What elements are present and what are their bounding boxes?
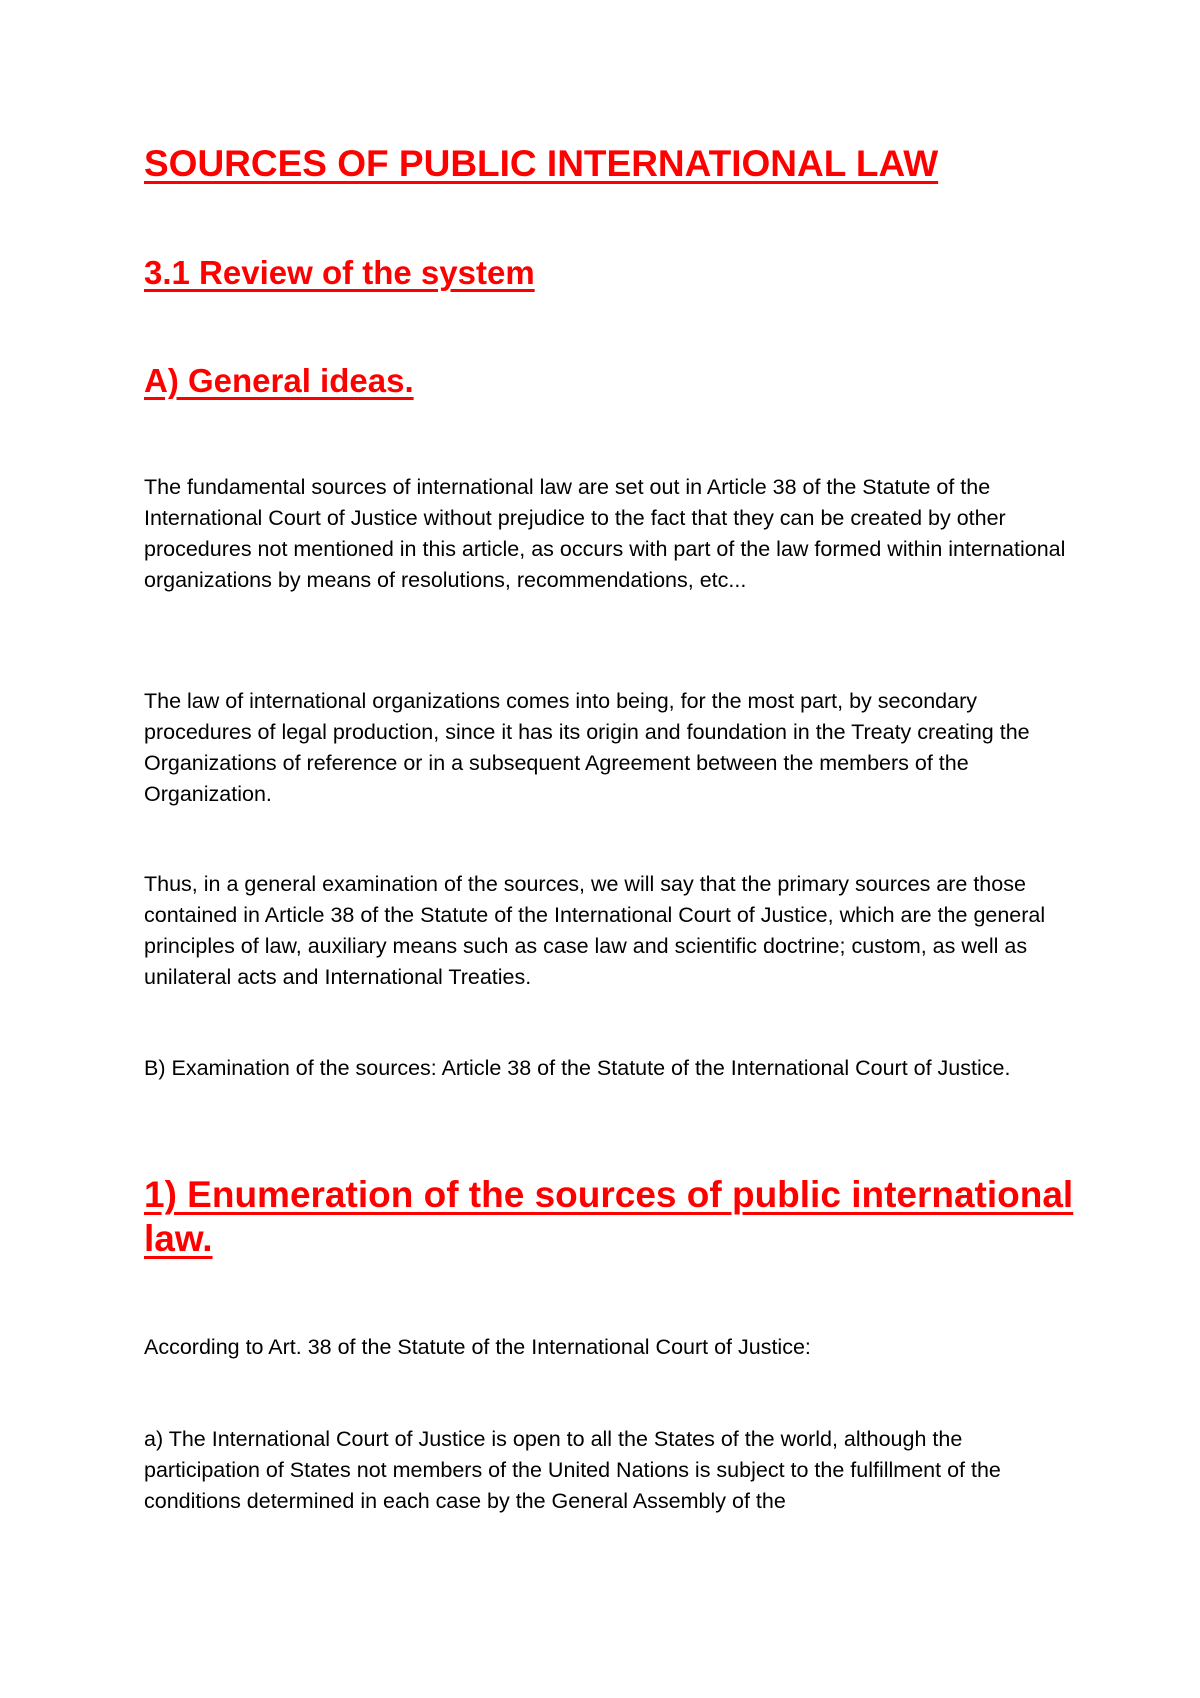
- paragraph: According to Art. 38 of the Statute of the International Court of Justice:: [144, 1335, 811, 1359]
- paragraph: Thus, in a general examination of the sources, we will say that the primary sources are those contained in Article 38 of the Statute of the International Court of Justice, which are the general principles of law, auxiliary means such as case law and scientific doctrine; custom, as well as unilateral acts and International Treaties.: [144, 872, 1046, 989]
- paragraph: a) The International Court of Justice is open to all the States of the world, although the participation of States not members of the United Nations is subject to the fulfillment of the conditions determined in each case by the General Assembly of the: [144, 1427, 1001, 1513]
- paragraph: The fundamental sources of international law are set out in Article 38 of the Statute of the International Court of Justice without prejudice to the fact that they can be created by other procedures not mentioned in this article, as occurs with part of the law formed within international organizations by means of resolutions, recommendations, etc...: [144, 475, 1066, 592]
- paragraph: The law of international organizations comes into being, for the most part, by secondary procedures of legal production, since it has its origin and foundation in the Treaty creating the Organizations of reference or in a subsequent Agreement between the members of the Organization.: [144, 689, 1030, 806]
- paragraph-examination-of-sources: B) Examination of the sources: Article 38 of the Statute of the International Court of Justice.: [144, 1056, 1011, 1080]
- subsection-heading-general-ideas: A) General ideas.: [144, 362, 414, 399]
- document-title: SOURCES OF PUBLIC INTERNATIONAL LAW: [144, 143, 939, 184]
- section-heading: 3.1 Review of the system: [144, 254, 535, 291]
- subsection-heading-enumeration: 1) Enumeration of the sources of public international law.: [144, 1174, 1074, 1259]
